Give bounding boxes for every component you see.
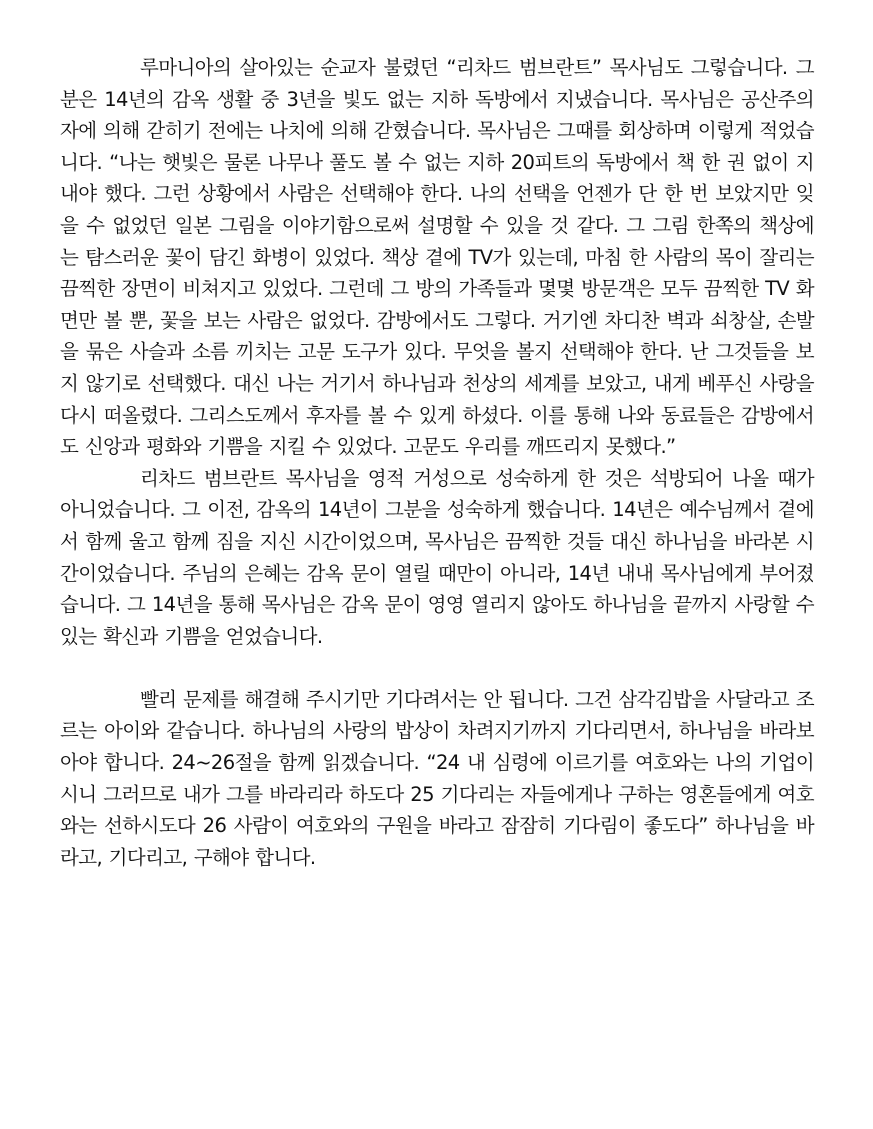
paragraph-spacer (60, 652, 814, 684)
paragraph-wurmbrand-testimony: 루마니아의 살아있는 순교자 불렸던 “리차드 범브란트” 목사님도 그렇습니다. 그분은 14년의 감옥 생활 중 3년을 빛도 없는 지하 독방에서 지냈습니다. 목사님은 공산주의자에 의해 갇히기 전에는 나치에 의해 갇혔습니다. 목사님은 그때를 회상하며 이렇게 적었습니다. “나는 햇빛은 물론 나무나 풀도 볼 수 없는 지하 20피트의 독방에서 책 한 권 없이 지내야 했다. 그런 상황에서 사람은 선택해야 한다. 나의 선택을 언젠가 단 한 번 보았지만 잊을 수 없었던 일본 그림을 이야기함으로써 설명할 수 있을 것 같다. 그 그림 한쪽의 책상에는 탐스러운 꽃이 담긴 화병이 있었다. 책상 곁에 TV가 있는데, 마침 한 사람의 목이 잘리는 끔찍한 장면이 비쳐지고 있었다. 그런데 그 방의 가족들과 몇몇 방문객은 모두 끔찍한 TV 화면만 볼 뿐, 꽃을 보는 사람은 없었다. 감방에서도 그렇다. 거기엔 차디찬 벽과 쇠창살, 손발을 묶은 사슬과 소름 끼치는 고문 도구가 있다. 무엇을 볼지 선택해야 한다. 난 그것들을 보지 않기로 선택했다. 대신 나는 거기서 하나님과 천상의 세계를 보았고, 내게 베푸신 사랑을 다시 떠올렸다. 그리스도께서 후자를 볼 수 있게 하셨다. 이를 통해 나와 동료들은 감방에서도 신앙과 평화와 기쁨을 지킬 수 있었다. 고문도 우리를 깨뜨리지 못했다.” (60, 56, 814, 459)
paragraph-wait-on-god: 빨리 문제를 해결해 주시기만 기다려서는 안 됩니다. 그건 삼각김밥을 사달라고 조르는 아이와 같습니다. 하나님의 사랑의 밥상이 차려지기까지 기다리면서, 하나님을 바라보아야 합니다. 24~26절을 함께 읽겠습니다. “24 내 심령에 이르기를 여호와는 나의 기업이시니 그러므로 내가 그를 바라리라 하도다 25 기다리는 자들에게나 구하는 영혼들에게 여호와는 선하시도다 26 사람이 여호와의 구원을 바라고 잠잠히 기다림이 좋도다” 하나님을 바라고, 기다리고, 구해야 합니다. (60, 687, 814, 869)
document-page (60, 52, 814, 873)
paragraph-prison-maturity: 리차드 범브란트 목사님을 영적 거성으로 성숙하게 한 것은 석방되어 나올 때가 아니었습니다. 그 이전, 감옥의 14년이 그분을 성숙하게 했습니다. 14년은 예수님께서 곁에서 함께 울고 함께 짐을 지신 시간이었으며, 목사님은 끔찍한 것들 대신 하나님을 바라본 시간이었습니다. 주님의 은혜는 감옥 문이 열릴 때만이 아니라, 14년 내내 목사님에게 부어졌습니다. 그 14년을 통해 목사님은 감옥 문이 영영 열리지 않아도 하나님을 끝까지 사랑할 수 있는 확신과 기쁨을 얻었습니다. (60, 466, 814, 648)
